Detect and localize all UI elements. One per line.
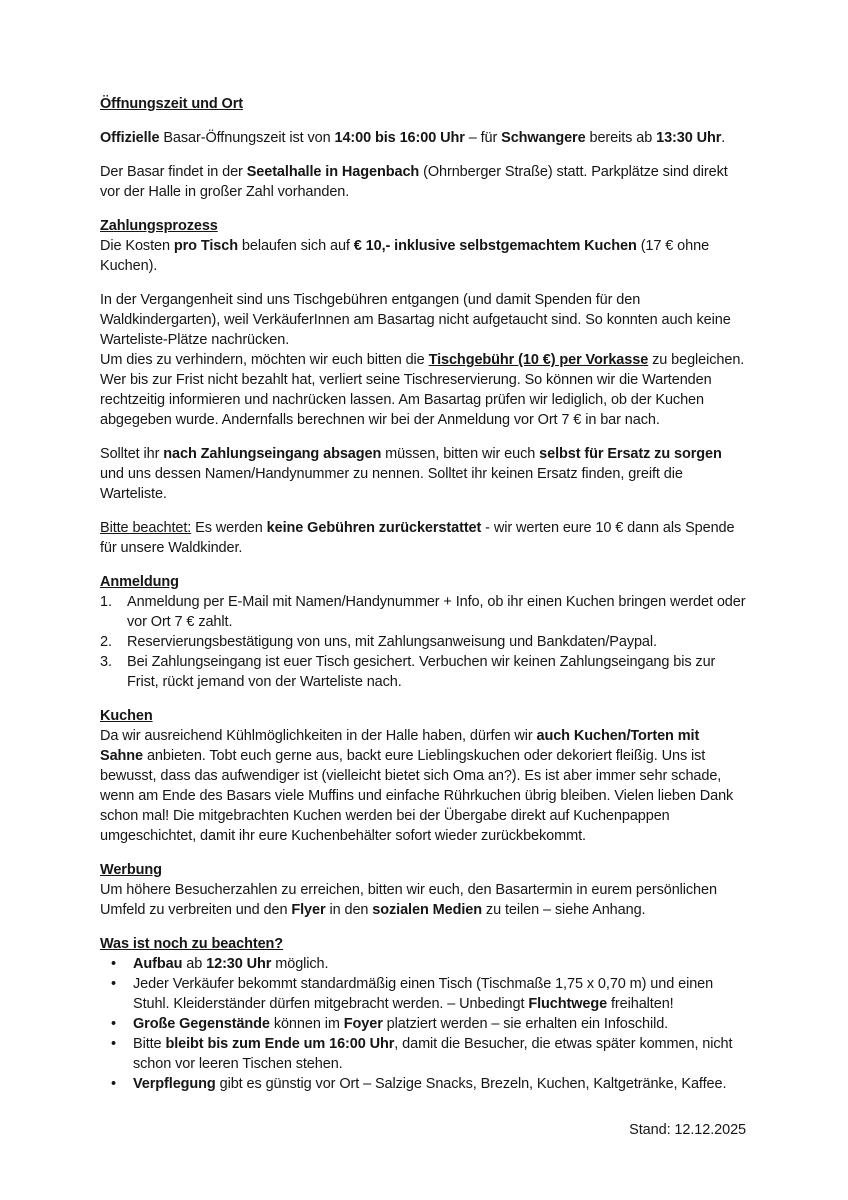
bold-text: selbst für Ersatz zu sorgen [539,446,722,462]
text-run: – für [464,130,502,146]
list-item [100,1014,746,1034]
heading-zahlungsprozess [100,216,746,236]
bold-text: Große Gegenstände [133,1016,270,1032]
blank-line [100,558,746,572]
blank-line [100,114,746,128]
text-run: Basar-Öffnungszeit ist von [163,130,335,146]
text-run: bereits ab [585,130,657,146]
para-absage [100,444,746,504]
bold-underlined-text: Tischgebühr (10 €) per Vorkasse [428,352,649,368]
bold-text: 13:30 Uhr [656,130,722,146]
para-vergangenheit [100,290,746,350]
list-item [100,652,746,692]
text-run: , damit die Besucher, die etwas später kommen, nicht schon vor leeren Tischen stehen. [133,1036,733,1072]
bullet-icon: • [111,956,116,972]
list-item-text [127,652,746,692]
text-run: Jeder Verkäufer bekommt standardmäßig einen Tisch (Tischmaße 1,75 x 0,70 m) und einen Stuhl. Kleiderständer dürfen mitgebracht werden. – Unbedingt [133,976,714,1012]
heading-beachten [100,934,746,954]
text-run: Der Basar findet in der [100,164,247,180]
list-item-text [133,974,746,1014]
bold-text: Offizielle [100,130,164,146]
para-ort [100,162,746,202]
bold-text: Flyer [291,902,326,918]
document-footer-date: Stand: 12.12.2025 [629,1122,746,1138]
text-run: In der Vergangenheit sind uns Tischgebühren entgangen (und damit Spenden für den Waldkindergarten), weil VerkäuferInnen am Basartag nicht aufgetaucht sind. So konnten auch keine Warteliste-Plätze nachrücken. [100,292,731,348]
blank-line [100,846,746,860]
list-number: 3. [100,654,112,670]
text-run: (Ohrnberger Straße) statt. Parkplätze sind direkt vor der Halle in großer Zahl vorhanden. [100,164,728,200]
text-run: können im [269,1016,344,1032]
text-run: Es werden [191,520,267,536]
list-number: 2. [100,634,112,650]
text-run: ab [182,956,207,972]
text-run: Solltet ihr [100,446,164,462]
text-run: belaufen sich auf [237,238,354,254]
bold-text: Foyer [343,1016,383,1032]
bullet-icon: • [111,1016,116,1032]
para-oeffnungszeit [100,128,746,148]
bold-text: Seetalhalle in Hagenbach [246,164,420,180]
bold-text: Schwangere [501,130,586,146]
text-run: möglich. [271,956,329,972]
blank-line [100,920,746,934]
list-item [100,632,746,652]
text-run: Bitte [133,1036,166,1052]
text-run: Bei Zahlungseingang ist euer Tisch gesichert. Verbuchen wir keinen Zahlungseingang bis zur Frist, rückt jemand von der Warteliste nach. [127,654,716,690]
list-item-text [127,632,746,652]
text-run: Um dies zu verhindern, möchten wir euch bitten die [100,352,429,368]
text-run: müssen, bitten wir euch [381,446,540,462]
text-run: anbieten. Tobt euch gerne aus, backt eure Lieblingskuchen oder dekoriert fleißig. Uns ist bewusst, dass das aufwendiger ist (vielleicht bietet sich Oma an?). Es ist aber immer sehr schade, wenn am Ende des Basars viele Muffins und einfache Rührkuchen übrig bleiben. Vielen lieben Dank schon mal! Die mitgebrachten Kuchen werden bei der Übergabe direkt auf Kuchenpappen umgeschichtet, damit ihr eure Kuchenbehälter sofort wieder zurückbekommt. [100,748,734,844]
bold-underlined-text: Kuchen [100,708,153,724]
list-item-text [133,954,746,974]
text-run: (17 € ohne Kuchen). [100,238,710,274]
text-run: platziert werden – sie erhalten ein Infoschild. [382,1016,669,1032]
list-item-text [133,1074,746,1094]
bold-text: 14:00 bis 16:00 Uhr [334,130,465,146]
bold-underlined-text: Was ist noch zu beachten? [100,936,284,952]
bullet-icon: • [111,976,116,992]
blank-line [100,148,746,162]
text-run: Die Kosten [100,238,174,254]
heading-kuchen [100,706,746,726]
text-run: gibt es günstig vor Ort – Salzige Snacks, Brezeln, Kuchen, Kaltgetränke, Kaffee. [215,1076,727,1092]
heading-oeffnungszeit-und-ort [100,94,746,114]
text-run: Reservierungsbestätigung von uns, mit Zahlungsanweisung und Bankdaten/Paypal. [127,634,657,650]
text-run: . [721,130,726,146]
para-kosten [100,236,746,276]
document-body [100,94,746,1094]
bold-text: bleibt bis zum Ende um 16:00 Uhr [165,1036,395,1052]
bold-underlined-text: Öffnungszeit und Ort [100,96,243,112]
list-item-text [133,1014,746,1034]
bold-underlined-text: Anmeldung [100,574,179,590]
bold-text: 12:30 Uhr [206,956,272,972]
text-run: freihalten! [607,996,674,1012]
text-run: zu teilen – siehe Anhang. [482,902,646,918]
bold-text: sozialen Medien [372,902,482,918]
text-run: - wir werten eure 10 € dann als Spende für unsere Waldkinder. [100,520,735,556]
text-run: Anmeldung per E-Mail mit Namen/Handynummer + Info, ob ihr einen Kuchen bringen werdet oder vor Ort 7 € zahlt. [127,594,746,630]
para-kuchen [100,726,746,846]
bold-text: auch Kuchen/Torten mit Sahne [100,728,700,764]
bold-text: pro Tisch [173,238,238,254]
list-item [100,974,746,1014]
text-run: und uns dessen Namen/Handynummer zu nennen. Solltet ihr keinen Ersatz finden, greift die Warteliste. [100,466,683,502]
blank-line [100,430,746,444]
list-item [100,1074,746,1094]
bold-underlined-text: Werbung [100,862,162,878]
bullet-icon: • [111,1076,116,1092]
list-item [100,1034,746,1074]
underlined-text: Bitte beachtet: [100,520,192,536]
heading-anmeldung [100,572,746,592]
text-run: zu begleichen. Wer bis zur Frist nicht bezahlt hat, verliert seine Tischreservierung. So können wir die Wartenden rechtzeitig informieren und nachrücken lassen. Am Basartag prüfen wir lediglich, ob der Kuchen abgegeben wurde. Andernfalls berechnen wir bei der Anmeldung vor Ort 7 € in bar nach. [100,352,745,428]
list-item-text [127,592,746,632]
para-vorkasse [100,350,746,430]
blank-line [100,504,746,518]
bold-underlined-text: Zahlungsprozess [100,218,218,234]
bold-text: nach Zahlungseingang absagen [163,446,382,462]
bold-text: Aufbau [133,956,183,972]
list-item-text [133,1034,746,1074]
para-werbung [100,880,746,920]
bold-text: keine Gebühren zurückerstattet [266,520,482,536]
text-run: Da wir ausreichend Kühlmöglichkeiten in der Halle haben, dürfen wir [100,728,537,744]
blank-line [100,692,746,706]
heading-werbung [100,860,746,880]
text-run: Um höhere Besucherzahlen zu erreichen, bitten wir euch, den Basartermin in eurem persönlichen Umfeld zu verbreiten und den [100,882,717,918]
bullet-icon: • [111,1036,116,1052]
para-bitte-beachtet [100,518,746,558]
text-run: in den [325,902,373,918]
list-item [100,592,746,632]
beachten-list [100,954,746,1094]
bold-text: Fluchtwege [528,996,608,1012]
bold-text: € 10,- inklusive selbstgemachtem Kuchen [353,238,637,254]
list-number: 1. [100,594,112,610]
blank-line [100,276,746,290]
bold-text: Verpflegung [133,1076,216,1092]
blank-line [100,202,746,216]
anmeldung-steps [100,592,746,692]
list-item [100,954,746,974]
